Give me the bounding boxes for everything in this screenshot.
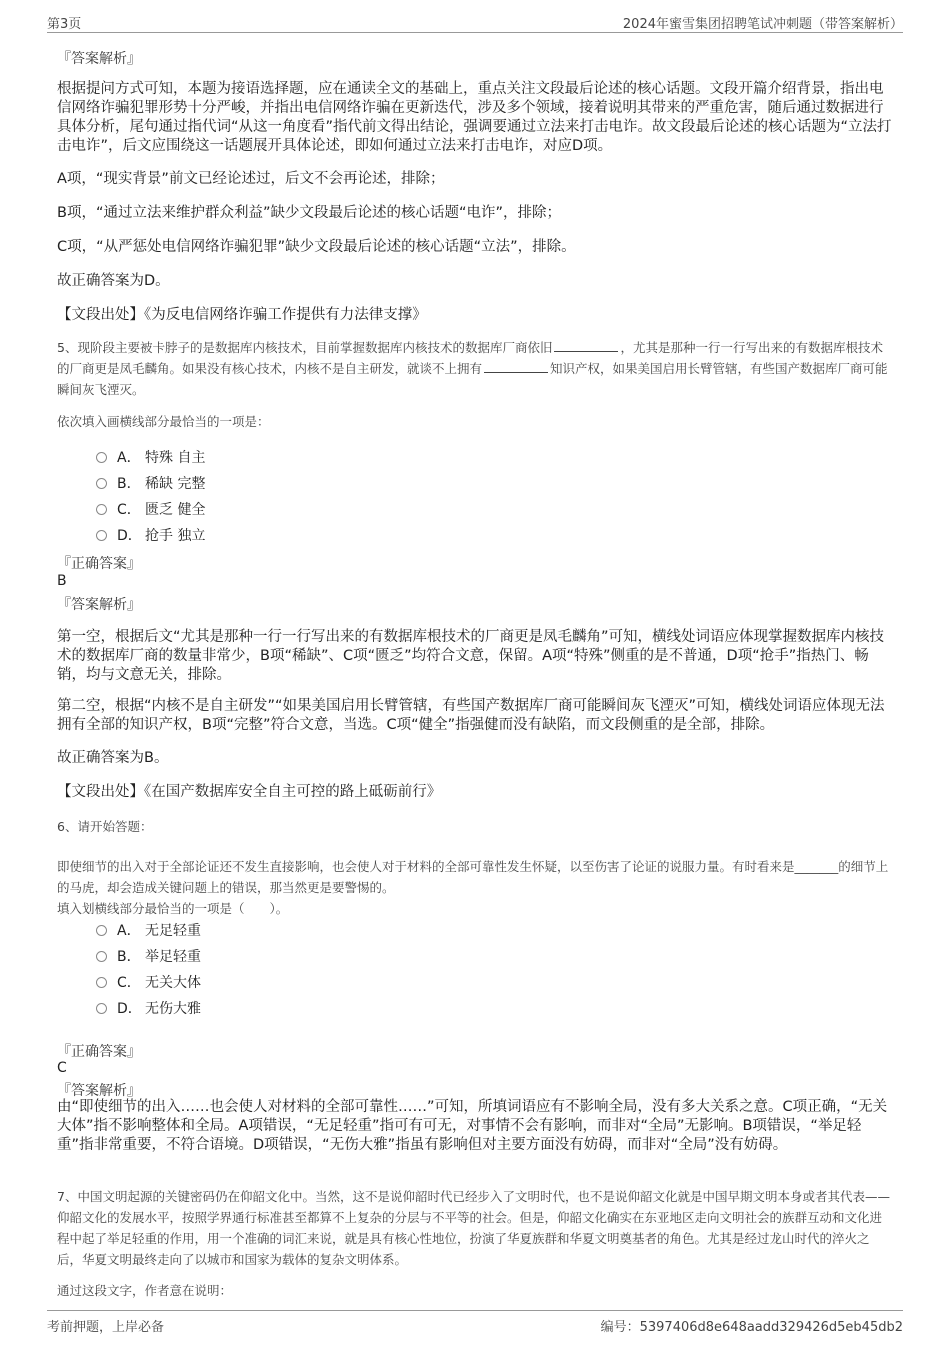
radio-icon[interactable] <box>96 452 107 463</box>
q5-option-b[interactable]: B． 稀缺 完整 <box>96 473 205 493</box>
radio-icon[interactable] <box>96 478 107 489</box>
q5-source: 【文段出处】《在国产数据库安全自主可控的路上砥砺前行》 <box>57 784 442 800</box>
q6-analysis: 由“即使细节的出入……也会使人对材料的全部可靠性……”可知，所填词语应有不影响全局，没有多大关系之意。C项正确，“无关大体”指不影响整体和全局。A项错误，“无足轻重”指可有可无，对事情不会有影响，而非对“全局”无影响。B项错误，“举足轻重”指非常重要，不符合语境。D项错误，“无伤大雅”指虽有影响但对主要方面没有妨碍，而非对“全局”没有妨碍。 <box>57 1099 888 1153</box>
q5-answer: B <box>57 573 67 589</box>
q5-stem-part3: 知识产权，如果美国启用长臂管辖，有些国产数据库厂商可能瞬间灰飞湮灭。 <box>57 361 888 397</box>
q6-stem: 即使细节的出入对于全部论证还不发生直接影响，也会使人对于材料的全部可靠性发生怀疑，以至伤害了论证的说服力量。有时看来是_______的细节上的马虎，却会造成关键问题上的错误，那当然更是要警惕的。 <box>57 859 889 895</box>
q6-answer-label: 『正确答案』 <box>57 1044 141 1060</box>
q6-option-b[interactable]: B． 举足轻重 <box>96 946 201 966</box>
radio-icon[interactable] <box>96 977 107 988</box>
q6-option-c[interactable]: C． 无关大体 <box>96 972 201 992</box>
q5-blank-2 <box>484 360 548 373</box>
page-header <box>47 10 903 33</box>
q6-option-d[interactable]: D． 无伤大雅 <box>96 998 201 1018</box>
q5-stem-part1: 5、现阶段主要被卡脖子的是数据库内核技术，目前掌握数据库内核技术的数据库厂商依旧 <box>57 340 553 355</box>
q5-conclusion: 故正确答案为B。 <box>57 750 169 766</box>
q6-analysis-label: 『答案解析』 <box>57 1083 141 1099</box>
footer-slogan: 考前押题，上岸必备 <box>47 1320 165 1335</box>
radio-icon[interactable] <box>96 530 107 541</box>
q6-option-a[interactable]: A． 无足轻重 <box>96 920 201 940</box>
q7-stem: 7、中国文明起源的关键密码仍在仰韶文化中。当然，这不是说仰韶时代已经步入了文明时代，也不是说仰韶文化就是中国早期文明本身或者其代表——仰韶文化的发展水平，按照学界通行标准甚至都算不上复杂的分层与不平等的社会。但是，仰韶文化确实在东亚地区走向文明社会的族群互动和文化进程中起了举足轻重的作用，用一个准确的词汇来说，就是具有核心性地位，扮演了华夏族群和华夏文明奠基者的角色。尤其是经过龙山时代的淬火之后，华夏文明最终走向了以城市和国家为载体的复杂文明体系。 <box>57 1189 890 1267</box>
q4-option-b-analysis: B项，“通过立法来维护群众利益”缺少文段最后论述的核心话题“电诈”，排除； <box>57 205 561 221</box>
q5-answer-label: 『正确答案』 <box>57 556 141 572</box>
q5-stem-part2: ，尤其是那种一行一行写出来的有数据库根技术的厂商更是凤毛麟角。如果没有核心技术，内核不是自主研发，就谈不上拥有 <box>57 340 883 376</box>
q4-option-a-analysis: A项，“现实背景”前文已经论述过，后文不会再论述，排除； <box>57 171 445 187</box>
document-title: 2024年蜜雪集团招聘笔试冲刺题（带答案解析） <box>622 17 903 32</box>
q4-option-c-analysis: C项，“从严惩处电信网络诈骗犯罪”缺少文段最后论述的核心话题“立法”，排除。 <box>57 239 576 255</box>
q6-instruction: 填入划横线部分最恰当的一项是（ ）。 <box>57 901 289 916</box>
q5-option-a[interactable]: A． 特殊 自主 <box>96 447 205 467</box>
q5-analysis-paragraph-1: 第一空，根据后文“尤其是那种一行一行写出来的有数据库根技术的厂商更是凤毛麟角”可知，横线处词语应体现掌握数据库内核技术的数据库厂商的数量非常少，B项“稀缺”、C项“匮乏”均符合文意，保留。A项“特殊”侧重的是不普通，D项“抢手”指热门、畅销，均与文意无关，排除。 <box>57 629 885 683</box>
radio-icon[interactable] <box>96 504 107 515</box>
q6-answer: C <box>57 1060 67 1076</box>
q5-analysis-label: 『答案解析』 <box>57 597 141 613</box>
page-number: 第3页 <box>47 17 82 32</box>
page-footer <box>47 1310 903 1335</box>
q4-source: 【文段出处】《为反电信网络诈骗工作提供有力法律支撑》 <box>57 307 427 323</box>
radio-icon[interactable] <box>96 925 107 936</box>
q4-analysis-label: 『答案解析』 <box>57 51 141 67</box>
q5-analysis-paragraph-2: 第二空，根据“内核不是自主研发”“如果美国启用长臂管辖，有些国产数据库厂商可能瞬间灰飞湮灭”可知，横线处词语应体现无法拥有全部的知识产权，B项“完整”符合文意，当选。C项“健全”指强健而没有缺陷，而文段侧重的是全部，排除。 <box>57 698 885 733</box>
radio-icon[interactable] <box>96 1003 107 1014</box>
q5-blank-1 <box>554 339 618 352</box>
radio-icon[interactable] <box>96 951 107 962</box>
document-code: 编号：5397406d8e648aadd329426d5eb45db2 <box>600 1320 903 1335</box>
q5-option-d[interactable]: D． 抢手 独立 <box>96 525 205 545</box>
q5-instruction: 依次填入画横线部分最恰当的一项是： <box>57 414 270 429</box>
q4-analysis-paragraph: 根据提问方式可知，本题为接语选择题，应在通读全文的基础上，重点关注文段最后论述的核心话题。文段开篇介绍背景，指出电信网络诈骗犯罪形势十分严峻，并指出电信网络诈骗在更新迭代，涉及多个领域，接着说明其带来的严重危害，随后通过数据进行具体分析，尾句通过指代词“从这一角度看”指代前文得出结论，强调要通过立法来打击电诈。故文段最后论述的核心话题为“立法打击电诈”，后文应围绕这一话题展开具体论述，即如何通过立法来打击电诈，对应D项。 <box>57 81 892 154</box>
q5-stem <box>57 337 893 400</box>
q5-option-c[interactable]: C． 匮乏 健全 <box>96 499 205 519</box>
q4-conclusion: 故正确答案为D。 <box>57 273 170 289</box>
q7-instruction: 通过这段文字，作者意在说明： <box>57 1283 233 1298</box>
q6-intro: 6、请开始答题： <box>57 819 153 834</box>
